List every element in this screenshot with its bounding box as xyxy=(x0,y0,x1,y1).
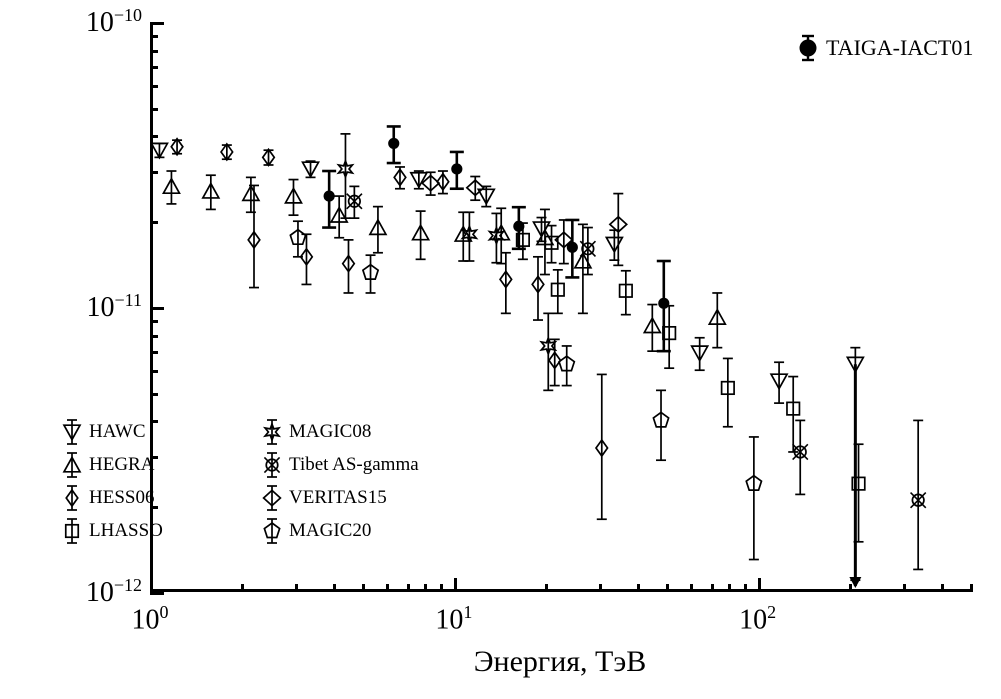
x-tick xyxy=(941,584,944,592)
series-lhasso xyxy=(517,223,865,542)
series-hegra xyxy=(163,171,725,351)
x-tick xyxy=(150,578,153,592)
y-tick xyxy=(150,50,158,53)
x-tick xyxy=(690,584,693,592)
x-tick xyxy=(970,584,973,592)
series-legend-taiga xyxy=(790,32,973,64)
series-veritas15 xyxy=(422,172,626,265)
crossed-circle-icon xyxy=(255,450,289,480)
x-tick xyxy=(424,584,427,592)
legend-item xyxy=(255,415,419,448)
legend-item xyxy=(55,481,163,514)
filled-circle-icon xyxy=(790,32,826,64)
y-tick xyxy=(150,85,158,88)
legend-item-label: HAWC xyxy=(89,420,146,442)
x-tick xyxy=(666,584,669,592)
x-tick xyxy=(440,584,443,592)
y-tick-label: $10^{-12}$ xyxy=(85,574,142,609)
legend-item-label: MAGIC20 xyxy=(289,519,372,541)
y-tick xyxy=(150,221,158,224)
legend-item-label: HEGRA xyxy=(89,453,155,475)
y-tick xyxy=(150,351,158,354)
legend-item xyxy=(255,448,419,481)
star-icon xyxy=(255,417,289,447)
legend-item xyxy=(55,448,163,481)
legend-column-right xyxy=(255,415,419,547)
legend-item xyxy=(255,514,419,547)
up-triangle-icon xyxy=(55,450,89,480)
series-tibet-as-gamma xyxy=(347,186,926,569)
y-tick xyxy=(150,370,158,373)
legend-column-left xyxy=(55,415,163,547)
y-tick xyxy=(150,135,158,138)
y-tick xyxy=(150,307,164,310)
x-tick-label: $10^1$ xyxy=(435,602,473,636)
series-legend-label: TAIGA-IACT01 xyxy=(826,35,974,60)
x-tick xyxy=(637,584,640,592)
legend-item xyxy=(55,514,163,547)
legend-item-label: HESS06 xyxy=(89,486,155,508)
x-tick xyxy=(241,584,244,592)
legend-item-label: VERITAS15 xyxy=(289,486,387,508)
x-axis-label: Энергия, ТэВ xyxy=(473,645,647,678)
down-triangle-icon xyxy=(55,417,89,447)
x-tick xyxy=(333,584,336,592)
y-tick xyxy=(150,393,158,396)
x-tick xyxy=(599,584,602,592)
x-tick xyxy=(545,584,548,592)
y-tick xyxy=(150,335,158,338)
x-tick-label: $10^0$ xyxy=(131,602,169,636)
x-tick xyxy=(744,584,747,592)
legend-item-label: Tibet AS-gamma xyxy=(289,453,419,475)
square-icon xyxy=(55,516,89,546)
x-tick xyxy=(849,584,852,592)
x-tick xyxy=(386,584,389,592)
lower-limit-arrow xyxy=(849,364,861,588)
y-tick-label: $10^{-11}$ xyxy=(86,289,142,324)
x-tick xyxy=(407,584,410,592)
legend-item-label: MAGIC08 xyxy=(289,420,372,442)
legend-item-label: LHASSO xyxy=(89,519,163,541)
legend-item xyxy=(55,415,163,448)
diamond-icon xyxy=(55,483,89,513)
pentagon-icon xyxy=(255,516,289,546)
x-tick-label: $10^2$ xyxy=(739,602,777,636)
y-tick xyxy=(150,22,164,25)
y-tick xyxy=(150,108,158,111)
y-tick xyxy=(150,171,158,174)
x-tick xyxy=(758,578,761,592)
y-tick xyxy=(150,66,158,69)
y-tick xyxy=(150,320,158,323)
x-tick xyxy=(903,584,906,592)
x-tick xyxy=(728,584,731,592)
x-tick xyxy=(295,584,298,592)
x-tick xyxy=(362,584,365,592)
y-tick xyxy=(150,592,164,595)
wide-diamond-icon xyxy=(255,483,289,513)
y-tick xyxy=(150,35,158,38)
y-tick-label: $10^{-10}$ xyxy=(85,4,142,39)
x-tick xyxy=(711,584,714,592)
x-tick xyxy=(454,578,457,592)
legend-item xyxy=(255,481,419,514)
